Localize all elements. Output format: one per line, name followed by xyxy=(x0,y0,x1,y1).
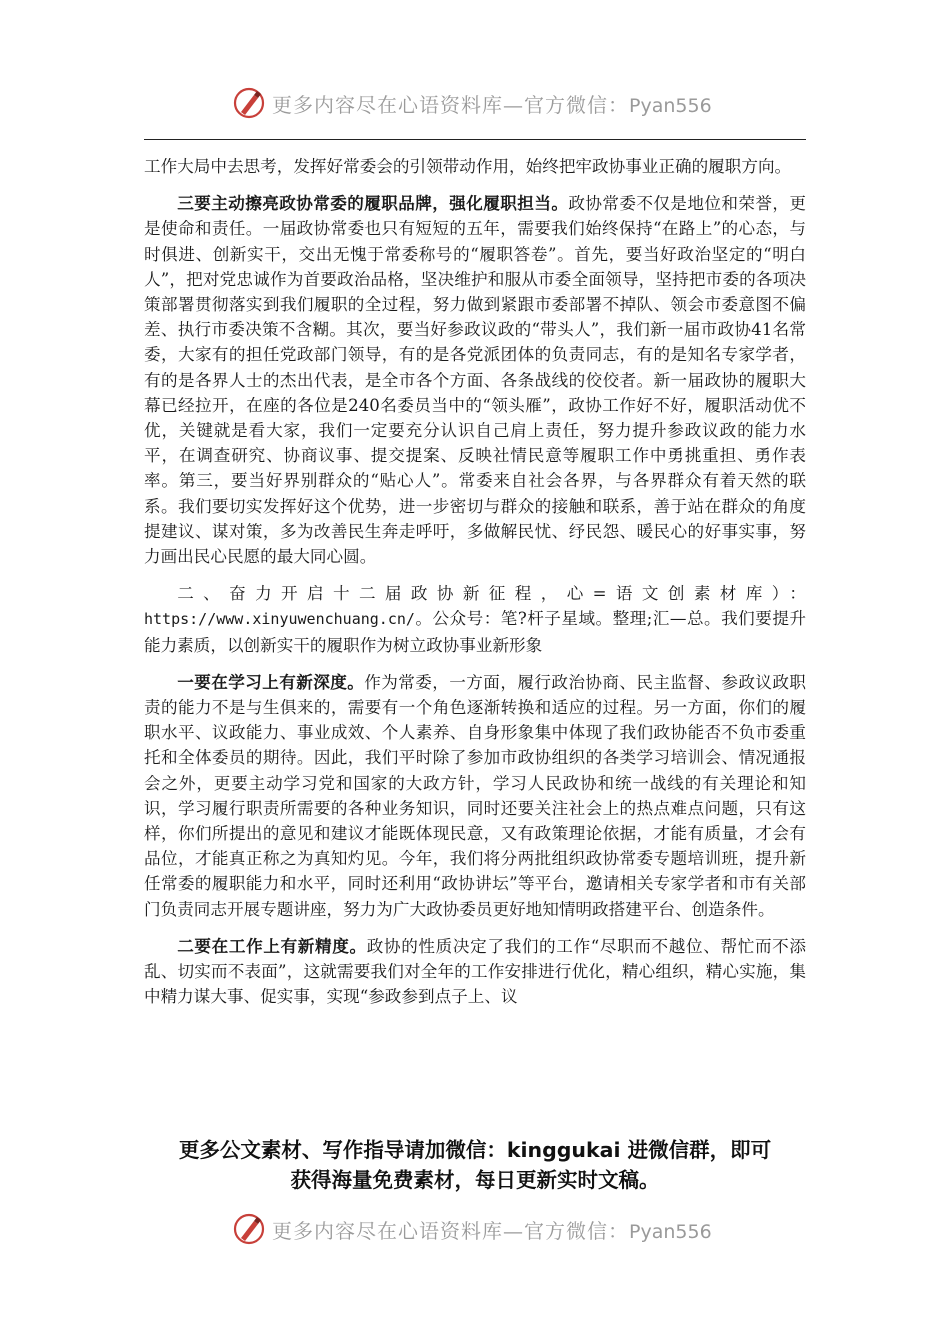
header-divider xyxy=(144,139,806,140)
paragraph-work: 二要在工作上有新精度。政协的性质决定了我们的工作“尽职而不越位、帮忙而不添乱、切实而不表面”，这就需要我们对全年的工作安排进行优化，精心组织，精心实施，集中精力谋大事、促实事，实现“参政参到点子上、议 xyxy=(144,936,806,1007)
section-heading-two: 二、奋力开启十二届政协新征程，心=语文创素材库）：https://www.xinyuwenchuang.cn/。公众号：笔?杆子星域。整理;汇—总。我们要提升能力素质，以创新实干的履职作为树立政协事业新形象 xyxy=(144,584,806,655)
promo-line: 更多公文素材、写作指导请加微信：kinggukai 进微信群，即可 xyxy=(178,1138,772,1162)
header-banner xyxy=(0,82,950,126)
pen-logo-icon xyxy=(232,1212,266,1246)
paragraph-study: 一要在学习上有新深度。作为常委，一方面，履行政治协商、民主监督、参政议政职责的能力不是与生俱来的，需要有一个角色逐渐转换和适应的过程。另一方面，你们的履职水平、议政能力、事业成效、个人素养、自身形象集中体现了我们政协能否不负市委重托和全体委员的期待。因此，我们平时除了参加市政协组织的各类学习培训会、情况通报会之外，更要主动学习党和国家的大政方针，学习人民政协和统一战线的有关理论和知识，学习履行职责所需要的各种业务知识，同时还要关注社会上的热点难点问题，只有这样，你们所提出的意见和建议才能既体现民意，又有政策理论依据，才能有质量，才会有品位，才能真正称之为真知灼见。今年，我们将分两批组织政协常委专题培训班，提升新任常委的履职能力和水平，同时还利用“政协讲坛”等平台，邀请相关专家学者和市有关部门负责同志开展专题讲座，努力为广大政协委员更好地知情明政搭建平台、创造条件。 xyxy=(144,672,807,919)
paragraph-lead: 三要主动擦亮政协常委的履职品牌，强化履职担当。 xyxy=(177,194,569,214)
footer-wechat-id: Pyan556 xyxy=(629,1220,712,1243)
paragraph-continued: 工作大局中去思考，发挥好常委会的引领带动作用，始终把牢政协事业正确的履职方向。 xyxy=(144,157,792,176)
promo-notice xyxy=(120,1135,830,1195)
paragraph-lead: 二要在工作上有新精度。 xyxy=(177,936,367,956)
paragraph-lead: 一要在学习上有新深度。 xyxy=(177,672,365,692)
footer-banner xyxy=(0,1208,950,1252)
paragraph-third-point: 三要主动擦亮政协常委的履职品牌，强化履职担当。政协常委不仅是地位和荣誉，更是使命和责任。一届政协常委也只有短短的五年，需要我们始终保持“在路上”的心态，与时俱进、创新实干，交出无愧于常委称号的“履职答卷”。首先，要当好政治坚定的“明白人”，把对党忠诚作为首要政治品格，坚决维护和服从市委全面领导，坚持把市委的各项决策部署贯彻落实到我们履职的全过程，努力做到紧跟市委部署不掉队、领会市委意图不偏差、执行市委决策不含糊。其次，要当好参政议政的“带头人”，我们新一届市政协41名常委，大家有的担任党政部门领导，有的是各党派团体的负责同志，有的是知名专家学者，有的是各界人士的杰出代表，是全市各个方面、各条战线的佼佼者。新一届政协的履职大幕已经拉开，在座的各位是240名委员当中的“领头雁”，政协工作好不好，履职活动优不优，关键就是看大家，我们一定要充分认识自己肩上责任，努力提升参政议政的能力水平，在调查研究、协商议事、提交提案、反映社情民意等履职工作中勇挑重担、勇作表率。第三，要当好界别群众的“贴心人”。常委来自社会各界，与各界群众有着天然的联系。我们要切实发挥好这个优势，进一步密切与群众的接触和联系，善于站在群众的角度提建议、谋对策，多为改善民生奔走呼吁，多做解民忧、纾民怨、暖民心的好事实事，努力画出民心民愿的最大同心圆。 xyxy=(144,194,807,567)
document-body xyxy=(144,154,806,1010)
promo-line: 获得海量免费素材，每日更新实时文稿。 xyxy=(290,1168,660,1192)
footer-site-text: 更多内容尽在心语资料库—官方微信：Pyan556 xyxy=(272,1218,712,1243)
pen-logo-icon xyxy=(232,86,266,120)
header-wechat-id: Pyan556 xyxy=(629,94,712,117)
header-site-text: 更多内容尽在心语资料库—官方微信：Pyan556 xyxy=(272,92,712,117)
source-url: https://www.xinyuwenchuang.cn/ xyxy=(144,610,415,629)
